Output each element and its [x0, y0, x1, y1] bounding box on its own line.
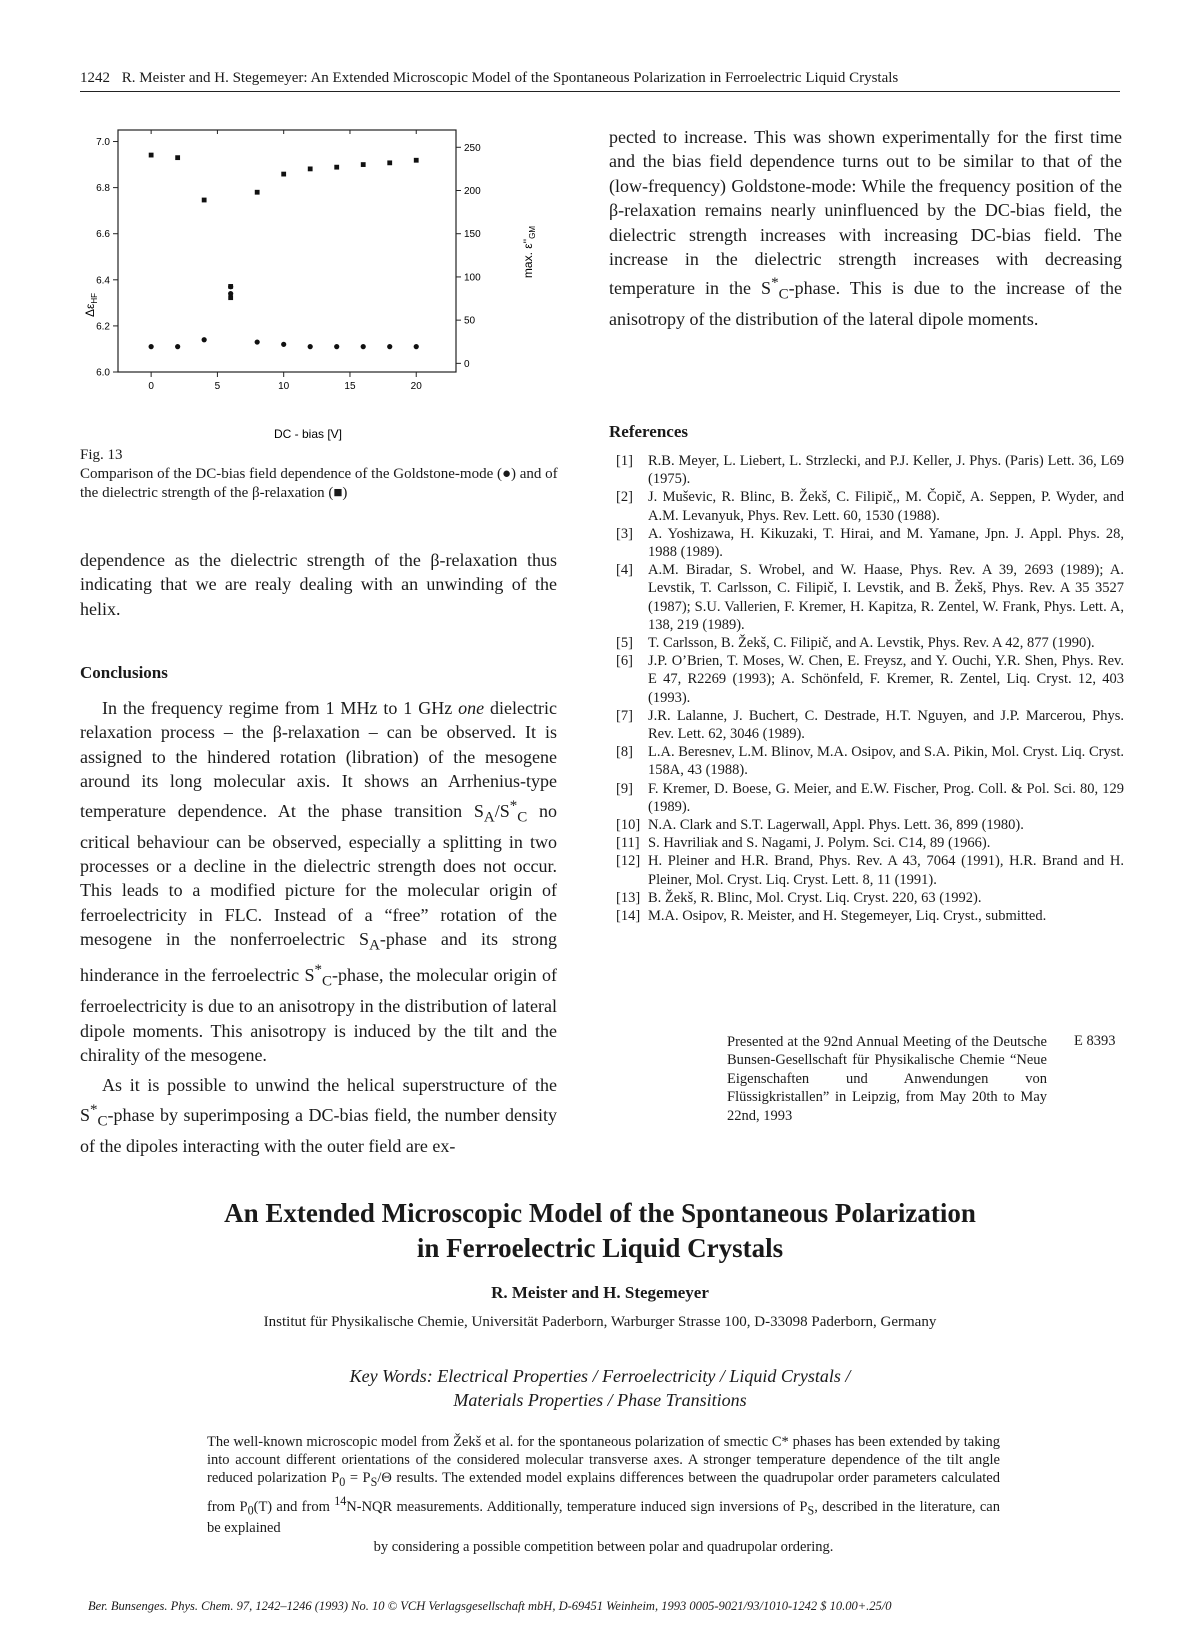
goldstone-mode-point	[387, 344, 392, 349]
reference-item	[616, 743, 1124, 779]
y-left-tick-label: 6.6	[96, 229, 110, 241]
reference-text: H. Pleiner and H.R. Brand, Phys. Rev. A 43, 7064 (1991), H.R. Brand and H. Pleiner, Mol. Cryst. Liq. Cryst. Lett. 8, 11 (1991).	[648, 853, 1124, 888]
y-left-tick-label: 7.0	[96, 137, 110, 149]
y-right-tick-label: 150	[464, 229, 481, 241]
reference-number: [3]	[616, 525, 633, 542]
page-number: 1242	[80, 70, 110, 86]
goldstone-mode-point	[414, 344, 419, 349]
conclusions-heading-block	[80, 663, 557, 683]
beta-relaxation-point	[281, 172, 286, 177]
running-title: R. Meister and H. Stegemeyer: An Extended Microscopic Model of the Spontaneous Polarization in Ferroelectric Liquid Crystals	[121, 70, 899, 86]
reference-number: [14]	[616, 908, 641, 925]
goldstone-mode-point	[308, 344, 313, 349]
reference-item	[616, 834, 1124, 852]
paragraph: dependence as the dielectric strength of the β-relaxation thus indicating that we are realy dealing with an unwinding of the helix.	[80, 550, 557, 619]
article-title	[80, 1196, 1120, 1266]
goldstone-mode-point	[334, 344, 339, 349]
figure-caption-text: Comparison of the DC-bias field dependence of the Goldstone-mode (●) and of the dielectric strength of the β-relaxation (■)	[80, 466, 558, 501]
reference-number: [12]	[616, 853, 641, 870]
y-right-tick-label: 0	[464, 358, 470, 370]
reference-item	[616, 707, 1124, 743]
article-title-line-1: An Extended Microscopic Model of the Spontaneous Polarization	[224, 1198, 976, 1228]
x-axis-label: DC - bias [V]	[273, 427, 343, 441]
reference-text: N.A. Clark and S.T. Lagerwall, Appl. Phys. Lett. 36, 899 (1980).	[648, 817, 1024, 834]
reference-text: A.M. Biradar, S. Wrobel, and W. Haase, Phys. Rev. A 39, 2693 (1989); A. Levstik, T. Carlsson, C. Filipič, I. Levstik, and B. Žekš, Phys. Rev. A 35 3527 (1987); S.U. Vallerien, F. Kremer, H. Kapitza, R. Zentel, W. Frank, Phys. Lett. A, 138, 219 (1989).	[648, 562, 1124, 633]
conclusions-heading: Conclusions	[80, 663, 168, 682]
reference-text: R.B. Meyer, L. Liebert, L. Strzlecki, and P.J. Keller, J. Phys. (Paris) Lett. 36, L69 (1975).	[648, 453, 1124, 488]
reference-item	[616, 452, 1124, 488]
beta-relaxation-point	[308, 166, 313, 171]
beta-relaxation-point	[228, 295, 233, 300]
goldstone-mode-point	[202, 337, 207, 342]
reference-text: J. Muševic, R. Blinc, B. Žekš, C. Filipič,, M. Čopič, A. Seppen, P. Wyder, and A.M. Levanyuk, Phys. Rev. Lett. 60, 1530 (1988).	[648, 489, 1124, 524]
figure-caption	[80, 446, 560, 503]
beta-relaxation-point	[361, 162, 366, 167]
reference-item	[616, 634, 1124, 652]
reference-text: J.P. O’Brien, T. Moses, W. Chen, E. Freysz, and Y. Ouchi, Y.R. Shen, Phys. Rev. E 47, R2269 (1993); A. Schönfeld, F. Kremer, R. Zentel, Liq. Cryst. 12, 403 (1993).	[648, 653, 1124, 706]
reference-item	[616, 907, 1124, 925]
goldstone-mode-point	[175, 344, 180, 349]
reference-item	[616, 525, 1124, 561]
abstract	[207, 1433, 1000, 1556]
reference-item	[616, 780, 1124, 816]
reference-number: [4]	[616, 562, 633, 579]
reference-number: [7]	[616, 707, 633, 724]
reference-number: [1]	[616, 453, 633, 469]
reference-item	[616, 488, 1124, 524]
abstract-last-line: by considering a possible competition between polar and quadrupolar ordering.	[373, 1538, 834, 1555]
beta-relaxation-point	[175, 155, 180, 160]
plot-frame	[118, 130, 456, 372]
beta-relaxation-point	[202, 198, 207, 203]
reference-number: [9]	[616, 780, 633, 797]
reference-number: [11]	[616, 835, 640, 852]
reference-number: [8]	[616, 744, 633, 761]
y-right-axis-label: max. $\varepsilon''_{GM}$	[521, 225, 537, 279]
reference-item	[616, 561, 1124, 634]
reference-number: [10]	[616, 817, 641, 834]
y-left-tick-label: 6.8	[96, 183, 110, 195]
x-tick-label: 15	[344, 381, 356, 392]
footer-citation: Ber. Bunsenges. Phys. Chem. 97, 1242–1246 (1993) No. 10 © VCH Verlagsgesellschaft mbH, D-69451 Weinheim, 1993 0005-9021/93/1010-1242 $ 10.00+.25/0	[88, 1599, 892, 1613]
article-id: E 8393	[1074, 1033, 1116, 1049]
y-right-tick-label: 200	[464, 186, 481, 197]
reference-item	[616, 652, 1124, 707]
article-title-line-2: in Ferroelectric Liquid Crystals	[416, 1233, 784, 1263]
goldstone-mode-point	[281, 342, 286, 347]
beta-relaxation-point	[228, 284, 233, 289]
y-left-tick-label: 6.4	[96, 275, 110, 287]
x-tick-label: 5	[214, 381, 221, 392]
goldstone-mode-point	[361, 344, 366, 349]
reference-number: [5]	[616, 635, 633, 652]
key-words-line-2: Materials Properties / Phase Transitions	[453, 1390, 747, 1410]
reference-number: [6]	[616, 653, 633, 670]
reference-number: [2]	[616, 489, 633, 506]
abstract-body: The well-known microscopic model from Žekš et al. for the spontaneous polarization of smectic C* phases has been extended by taking into account different orientations of the considered molecular transverse axes. A stronger temperature dependence of the tilt angle reduced polarization $P_0 = P_S/\Theta$ results. The extended model explains differences between the quadrupolar order parameters calculated from $P_0(T)$ and from $^{14}$N-NQR measurements. Additionally, temperature induced sign inversions of $P_S$, described in the literature, can be explained	[207, 1434, 1000, 1537]
reference-text: A. Yoshizawa, H. Kikuzaki, T. Hirai, and M. Yamane, Jpn. J. Appl. Phys. 28, 1988 (1989).	[648, 525, 1124, 561]
left-column-continuation	[80, 548, 557, 621]
figure-13-chart	[80, 122, 560, 444]
reference-item	[616, 889, 1124, 907]
key-words-line-1: Key Words: Electrical Properties / Ferroelectricity / Liquid Crystals /	[349, 1366, 851, 1386]
presented-note: Presented at the 92nd Annual Meeting of the Deutsche Bunsen-Gesellschaft für Physikalische Chemie “Neue Eigenschaften und Anwendungen von Flüssigkristallen” in Leipzig, from May 20th to May 22nd, 1993	[727, 1034, 1047, 1124]
figure-label: Fig. 13	[80, 447, 123, 463]
conclusions-body	[80, 696, 557, 1158]
paragraph: pected to increase. This was shown experimentally for the first time and the bias field dependence turns out to be similar to that of the (low-frequency) Goldstone-mode: While the frequency position of the β-relaxation remains nearly uninfluenced by the DC-bias field, the dielectric strength increases with increasing DC-bias field. The increase in the dielectric strength increases with decreasing temperature in the $S^*_C$-phase. This is due to the increase of the anisotropy of the distribution of the lateral dipole moments.	[609, 127, 1122, 330]
running-head	[80, 70, 1120, 92]
x-tick-label: 20	[410, 381, 422, 392]
reference-number: [13]	[616, 889, 641, 906]
beta-relaxation-point	[255, 190, 260, 195]
references-heading-block	[609, 422, 1122, 442]
y-left-tick-label: 6.2	[96, 321, 110, 333]
conclusions-paragraph-1: In the frequency regime from 1 MHz to 1 GHz one dielectric relaxation process – the β-relaxation – can be observed. It is assigned to the hindered rotation (libration) of the mesogene around its long molecular axis. It shows an Arrhenius-type temperature dependence. At the phase transition $S_A/S^*_C$ no critical behaviour can be observed, especially a splitting in two processes or a decline in the dielectric strength does not occur. This leads to a modified picture for the molecular origin of ferroelectricity in FLC. Instead of a “free” rotation of the mesogene in the nonferroelectric $S_A$-phase and its strong hinderance in the ferroelectric $S^*_C$-phase, the molecular origin of ferroelectricity is due to an anisotropy in the distribution of lateral dipole moments. This anisotropy is induced by the tilt and the chirality of the mesogene.	[80, 698, 557, 1066]
reference-text: F. Kremer, D. Boese, G. Meier, and E.W. Fischer, Prog. Coll. & Pol. Sci. 80, 129 (1989).	[648, 780, 1124, 815]
reference-text: J.R. Lalanne, J. Buchert, C. Destrade, H.T. Nguyen, and J.P. Marcerou, Phys. Rev. Lett. 62, 3046 (1989).	[648, 707, 1124, 743]
reference-text: T. Carlsson, B. Žekš, C. Filipič, and A. Levstik, Phys. Rev. A 42, 877 (1990).	[648, 635, 1095, 652]
beta-relaxation-point	[414, 158, 419, 163]
goldstone-mode-point	[255, 339, 260, 344]
reference-text: L.A. Beresnev, L.M. Blinov, M.A. Osipov, and S.A. Pikin, Mol. Cryst. Liq. Cryst. 158A, 43 (1988).	[648, 744, 1124, 779]
references-heading: References	[609, 422, 688, 441]
reference-item	[616, 816, 1124, 834]
x-tick-label: 10	[278, 381, 290, 392]
beta-relaxation-point	[149, 153, 154, 158]
reference-text: M.A. Osipov, R. Meister, and H. Stegemeyer, Liq. Cryst., submitted.	[648, 908, 1047, 925]
references-list	[616, 452, 1124, 925]
reference-text: S. Havriliak and S. Nagami, J. Polym. Sci. C14, 89 (1966).	[648, 835, 991, 852]
y-right-tick-label: 250	[464, 142, 481, 154]
y-left-axis-label: $\Delta\varepsilon_{HF}$	[83, 292, 99, 318]
y-right-tick-label: 50	[464, 315, 476, 327]
y-left-tick-label: 6.0	[96, 367, 110, 379]
key-words	[80, 1364, 1120, 1412]
article-authors: R. Meister and H. Stegemeyer	[491, 1283, 709, 1302]
conclusions-paragraph-2: As it is possible to unwind the helical superstructure of the $S^*_C$-phase by superimposing a DC-bias field, the number density of the dipoles interacting with the outer field are ex-	[80, 1075, 557, 1156]
reference-item	[616, 852, 1124, 888]
beta-relaxation-point	[334, 165, 339, 170]
x-tick-label: 0	[148, 381, 154, 392]
beta-relaxation-point	[387, 160, 392, 165]
goldstone-mode-point	[149, 344, 154, 349]
reference-text: B. Žekš, R. Blinc, Mol. Cryst. Liq. Cryst. 220, 63 (1992).	[648, 889, 982, 906]
right-column-continuation	[609, 125, 1122, 332]
y-right-tick-label: 100	[464, 272, 481, 284]
article-institution: Institut für Physikalische Chemie, Universität Paderborn, Warburger Strasse 100, D-33098 Paderborn, Germany	[263, 1314, 937, 1330]
